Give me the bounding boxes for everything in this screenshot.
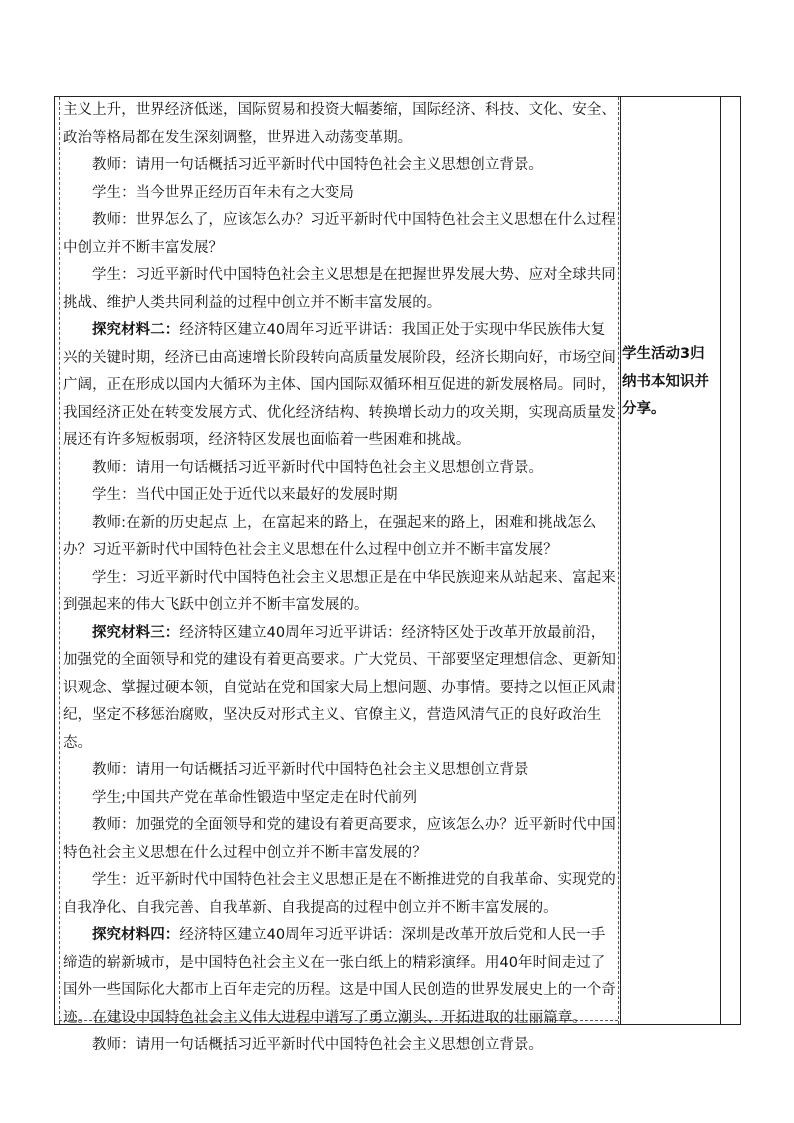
- paragraph-text: 学生：习近平新时代中国特色社会主义思想是在把握世界发展大势、应对全球共同挑战、维护人类共同利益的过程中创立并不断丰富发展的。: [63, 267, 616, 311]
- paragraph: [63, 565, 619, 620]
- paragraph-text: 学生：习近平新时代中国特色社会主义思想正是在中华民族迎来从站起来、富起来到强起来的伟大飞跃中创立并不断丰富发展的。: [63, 569, 616, 613]
- paragraph-text: 经济特区建立40周年习近平讲话：深圳是改革开放后党和人民一手缔造的崭新城市，是中国特色社会主义在一张白纸上的精彩演绎。用40年时间走过了国外一些国际化大都市上百年走完的历程。这是中国人民创造的世界发展史上的一个奇迹。在建设中国特色社会主义伟大进程中谱写了勇立潮头、开拓进取的壮丽篇章。: [63, 927, 616, 1026]
- paragraph: [63, 785, 619, 813]
- paragraph: [63, 180, 619, 208]
- material-label: 探究材料三：: [92, 624, 180, 641]
- paragraph-text: 主义上升，世界经济低迷，国际贸易和投资大幅萎缩，国际经济、科技、文化、安全、政治等格局都在发生深刻调整，世界进入动荡变革期。: [63, 102, 616, 146]
- paragraph-text: 经济特区建立40周年习近平讲话：我国正处于实现中华民族伟大复兴的关键时期，经济已由高速增长阶段转向高质量发展阶段，经济长期向好，市场空间广阔，正在形成以国内大循环为主体、国内国际双循环相互促进的新发展格局。同时，我国经济正处在转变发展方式、优化经济结构、转换增长动力的攻关期，实现高质量发展还有许多短板弱项，经济特区发展也面临着一些困难和挑战。: [63, 322, 616, 448]
- student-activity-line: 分享。: [622, 401, 666, 417]
- student-activity-line: 纳书本知识并: [622, 373, 709, 390]
- material-label: 探究材料二：: [92, 322, 180, 338]
- paragraph: [63, 207, 619, 262]
- paragraph: [63, 262, 619, 317]
- paragraph-text: 经济特区建立40周年习近平讲话：经济特区处于改革开放最前沿，加强党的全面领导和党的建设有着更高要求。广大党员、干部要坚定理想信念、更新知识观念、掌握过硬本领，自觉站在党和国家大局上想问题、办事情。要持之以恒正风肃纪，坚定不移惩治腐败，坚决反对形式主义、官僚主义，营造风清气正的良好政治生态。: [63, 624, 616, 751]
- student-activity-line: 学生活动3归: [622, 346, 705, 362]
- student-activity-cell: [622, 341, 718, 424]
- paragraph: [63, 97, 619, 152]
- paragraph-text: 教师：请用一句话概括习近平新时代中国特色社会主义思想创立背景。: [92, 157, 544, 173]
- paragraph-text: 教师：请用一句话概括习近平新时代中国特色社会主义思想创立背景: [92, 762, 529, 778]
- paragraph: [63, 812, 619, 867]
- paragraph: [63, 922, 619, 1032]
- paragraph: [63, 867, 619, 922]
- material-label: 探究材料四：: [92, 927, 180, 943]
- column-divider-2: [720, 97, 721, 1024]
- paragraph-text: 学生;中国共产党在革命性锻造中坚定走在时代前列: [92, 789, 418, 806]
- paragraph-text: 学生：当今世界正经历百年未有之大变局: [92, 184, 354, 201]
- paragraph: [63, 620, 619, 758]
- paragraph-text: 学生：近平新时代中国特色社会主义思想正是在不断推进党的自我革命、实现党的自我净化、自我完善、自我革新、自我提高的过程中创立并不断丰富发展的。: [63, 872, 616, 916]
- dashed-left-border: [59, 97, 60, 1024]
- lesson-table: [54, 96, 741, 1053]
- paragraph-text: 教师：请用一句话概括习近平新时代中国特色社会主义思想创立背景。: [92, 459, 544, 476]
- paragraph-text: 教师：请用一句话概括习近平新时代中国特色社会主义思想创立背景。: [92, 1037, 544, 1053]
- paragraph: [63, 757, 619, 785]
- column-divider-1: [620, 97, 621, 1024]
- paragraph: [63, 317, 619, 455]
- paragraph-text: 教师：加强党的全面领导和党的建设有着更高要求，应该怎么办？近平新时代中国特色社会主义思想在什么过程中创立并不断丰富发展的？: [63, 817, 616, 861]
- paragraph: [63, 152, 619, 180]
- paragraph-text: 教师:在新的历史起点 上，在富起来的路上，在强起来的路上，困难和挑战怎么办？习近平新时代中国特色社会主义思想在什么过程中创立并不断丰富发展？: [63, 514, 597, 558]
- paragraph: [63, 455, 619, 483]
- paragraph-text: 教师：世界怎么了，应该怎么办？习近平新时代中国特色社会主义思想在什么过程中创立并不断丰富发展？: [63, 212, 616, 256]
- paragraph: [63, 1032, 619, 1060]
- teaching-process-cell: [63, 97, 619, 1060]
- paragraph-text: 学生：当代中国正处于近代以来最好的发展时期: [92, 487, 398, 503]
- paragraph: [63, 482, 619, 510]
- paragraph: [63, 510, 619, 565]
